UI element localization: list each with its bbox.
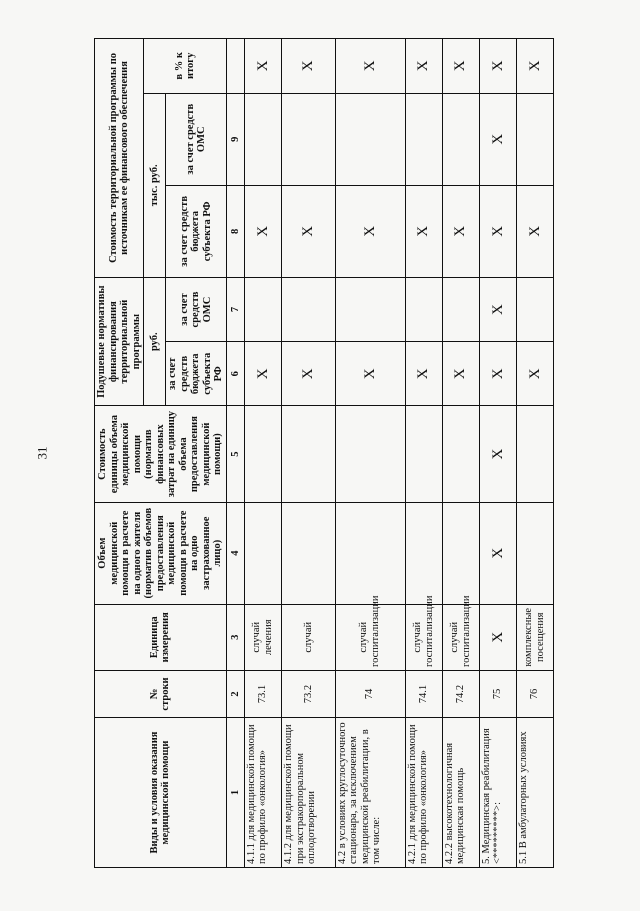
header-program-cost: Стоимость территориальной программы по источникам ее финансового обеспечения: [95, 39, 144, 278]
cell-unit-cost: [442, 406, 479, 502]
cell-budget-rub: X: [244, 342, 281, 406]
table-row: [442, 39, 479, 868]
header-volume: Объем медицинской помощи в расчете на одного жителя (норматив объемов предоставления медицинской помощи в расчете на одно застрахованное лицо): [95, 502, 227, 604]
cell-budget-thousand: X: [335, 185, 405, 277]
cell-oms-thousand: [282, 93, 336, 185]
cell-budget-thousand: X: [244, 185, 281, 277]
page-number: 31: [34, 446, 50, 460]
row-number: 73.1: [244, 670, 281, 717]
cell-oms-thousand: [405, 93, 442, 185]
col-index: 1: [226, 718, 244, 868]
cell-budget-rub: X: [516, 342, 553, 406]
cell-oms-thousand: [335, 93, 405, 185]
header-row-number: № строки: [95, 670, 227, 717]
row-number: 76: [516, 670, 553, 717]
cell-volume: [516, 502, 553, 604]
row-unit: случай госпитализации: [335, 604, 405, 670]
cell-percent: X: [442, 39, 479, 94]
cell-budget-thousand: X: [442, 185, 479, 277]
cell-unit-cost: [405, 406, 442, 502]
col-index: [226, 39, 244, 94]
cell-budget-rub: X: [335, 342, 405, 406]
table-row: [405, 39, 442, 868]
row-unit: случай госпитализации: [442, 604, 479, 670]
cell-unit-cost: [282, 406, 336, 502]
row-name: 4.2.2 высокотехнологичная медицинская помощь: [442, 718, 479, 868]
row-number: 74: [335, 670, 405, 717]
row-name: 4.2 в условиях круглосуточного стационара, за исключением медицинской реабилитации, в том числе:: [335, 718, 405, 868]
cell-volume: [405, 502, 442, 604]
cell-oms-rub: [244, 277, 281, 341]
row-unit: X: [479, 604, 516, 670]
cell-budget-thousand: X: [516, 185, 553, 277]
row-number: 74.2: [442, 670, 479, 717]
cell-oms-thousand: [516, 93, 553, 185]
row-name: 5.1 В амбулаторных условиях: [516, 718, 553, 868]
cell-unit-cost: [516, 406, 553, 502]
cell-oms-rub: [405, 277, 442, 341]
medical-care-table: [94, 38, 554, 868]
header-thousand-rub: тыс. руб.: [144, 93, 166, 277]
row-number: 73.2: [282, 670, 336, 717]
column-index-row: [226, 39, 244, 868]
cell-percent: X: [244, 39, 281, 94]
header-budget-thousand: за счет средств бюджета субъекта РФ: [166, 185, 227, 277]
cell-unit-cost: [335, 406, 405, 502]
cell-budget-thousand: X: [405, 185, 442, 277]
col-index: 9: [226, 93, 244, 185]
table-row: [244, 39, 281, 868]
col-index: 5: [226, 406, 244, 502]
col-index: 3: [226, 604, 244, 670]
col-index: 7: [226, 277, 244, 341]
table-row: [282, 39, 336, 868]
cell-budget-rub: X: [282, 342, 336, 406]
table-row: [516, 39, 553, 868]
cell-oms-thousand: [244, 93, 281, 185]
cell-volume: X: [479, 502, 516, 604]
cell-percent: X: [405, 39, 442, 94]
cell-oms-rub: X: [479, 277, 516, 341]
cell-unit-cost: X: [479, 406, 516, 502]
row-name: 5. Медицинская реабилитация <*********>:: [479, 718, 516, 868]
col-index: 8: [226, 185, 244, 277]
row-unit: случай госпитализации: [405, 604, 442, 670]
row-unit: случай лечения: [244, 604, 281, 670]
cell-oms-thousand: X: [479, 93, 516, 185]
row-name: 4.1.1 для медицинской помощи по профилю «онкология»: [244, 718, 281, 868]
cell-budget-thousand: X: [479, 185, 516, 277]
cell-budget-thousand: X: [282, 185, 336, 277]
cell-percent: X: [282, 39, 336, 94]
header-oms-thousand: за счет средств ОМС: [166, 93, 227, 185]
cell-percent: X: [479, 39, 516, 94]
cell-budget-rub: X: [442, 342, 479, 406]
rotated-table-container: [94, 38, 554, 868]
header-unit: Единица измерения: [95, 604, 227, 670]
cell-volume: [335, 502, 405, 604]
col-index: 6: [226, 342, 244, 406]
table-row: [479, 39, 516, 868]
col-index: 4: [226, 502, 244, 604]
col-index: 2: [226, 670, 244, 717]
cell-budget-rub: X: [405, 342, 442, 406]
row-name: 4.1.2 для медицинской помощи при экстракорпоральном оплодотворении: [282, 718, 336, 868]
row-number: 75: [479, 670, 516, 717]
cell-oms-thousand: [442, 93, 479, 185]
cell-unit-cost: [244, 406, 281, 502]
cell-volume: [282, 502, 336, 604]
header-rub: руб.: [144, 277, 166, 406]
cell-oms-rub: [335, 277, 405, 341]
row-number: 74.1: [405, 670, 442, 717]
header-unit-cost: Стоимость единицы объема медицинской помощи (норматив финансовых затрат на единицу объема предоставления медицинской помощи): [95, 406, 227, 502]
cell-oms-rub: [516, 277, 553, 341]
header-budget-rub: за счет средств бюджета субъекта РФ: [166, 342, 227, 406]
cell-oms-rub: [282, 277, 336, 341]
row-unit: комплексные посещения: [516, 604, 553, 670]
header-per-capita: Подушевые нормативы финансирования территориальной программы: [95, 277, 144, 406]
header-oms-rub: за счет средств ОМС: [166, 277, 227, 341]
cell-budget-rub: X: [479, 342, 516, 406]
cell-volume: [442, 502, 479, 604]
header-percent: в % к итогу: [144, 39, 227, 94]
row-unit: случай: [282, 604, 336, 670]
cell-percent: X: [335, 39, 405, 94]
table-row: [335, 39, 405, 868]
cell-percent: X: [516, 39, 553, 94]
header-types: Виды и условия оказания медицинской помощи: [95, 718, 227, 868]
cell-oms-rub: [442, 277, 479, 341]
cell-volume: [244, 502, 281, 604]
row-name: 4.2.1 для медицинской помощи по профилю «онкология»: [405, 718, 442, 868]
